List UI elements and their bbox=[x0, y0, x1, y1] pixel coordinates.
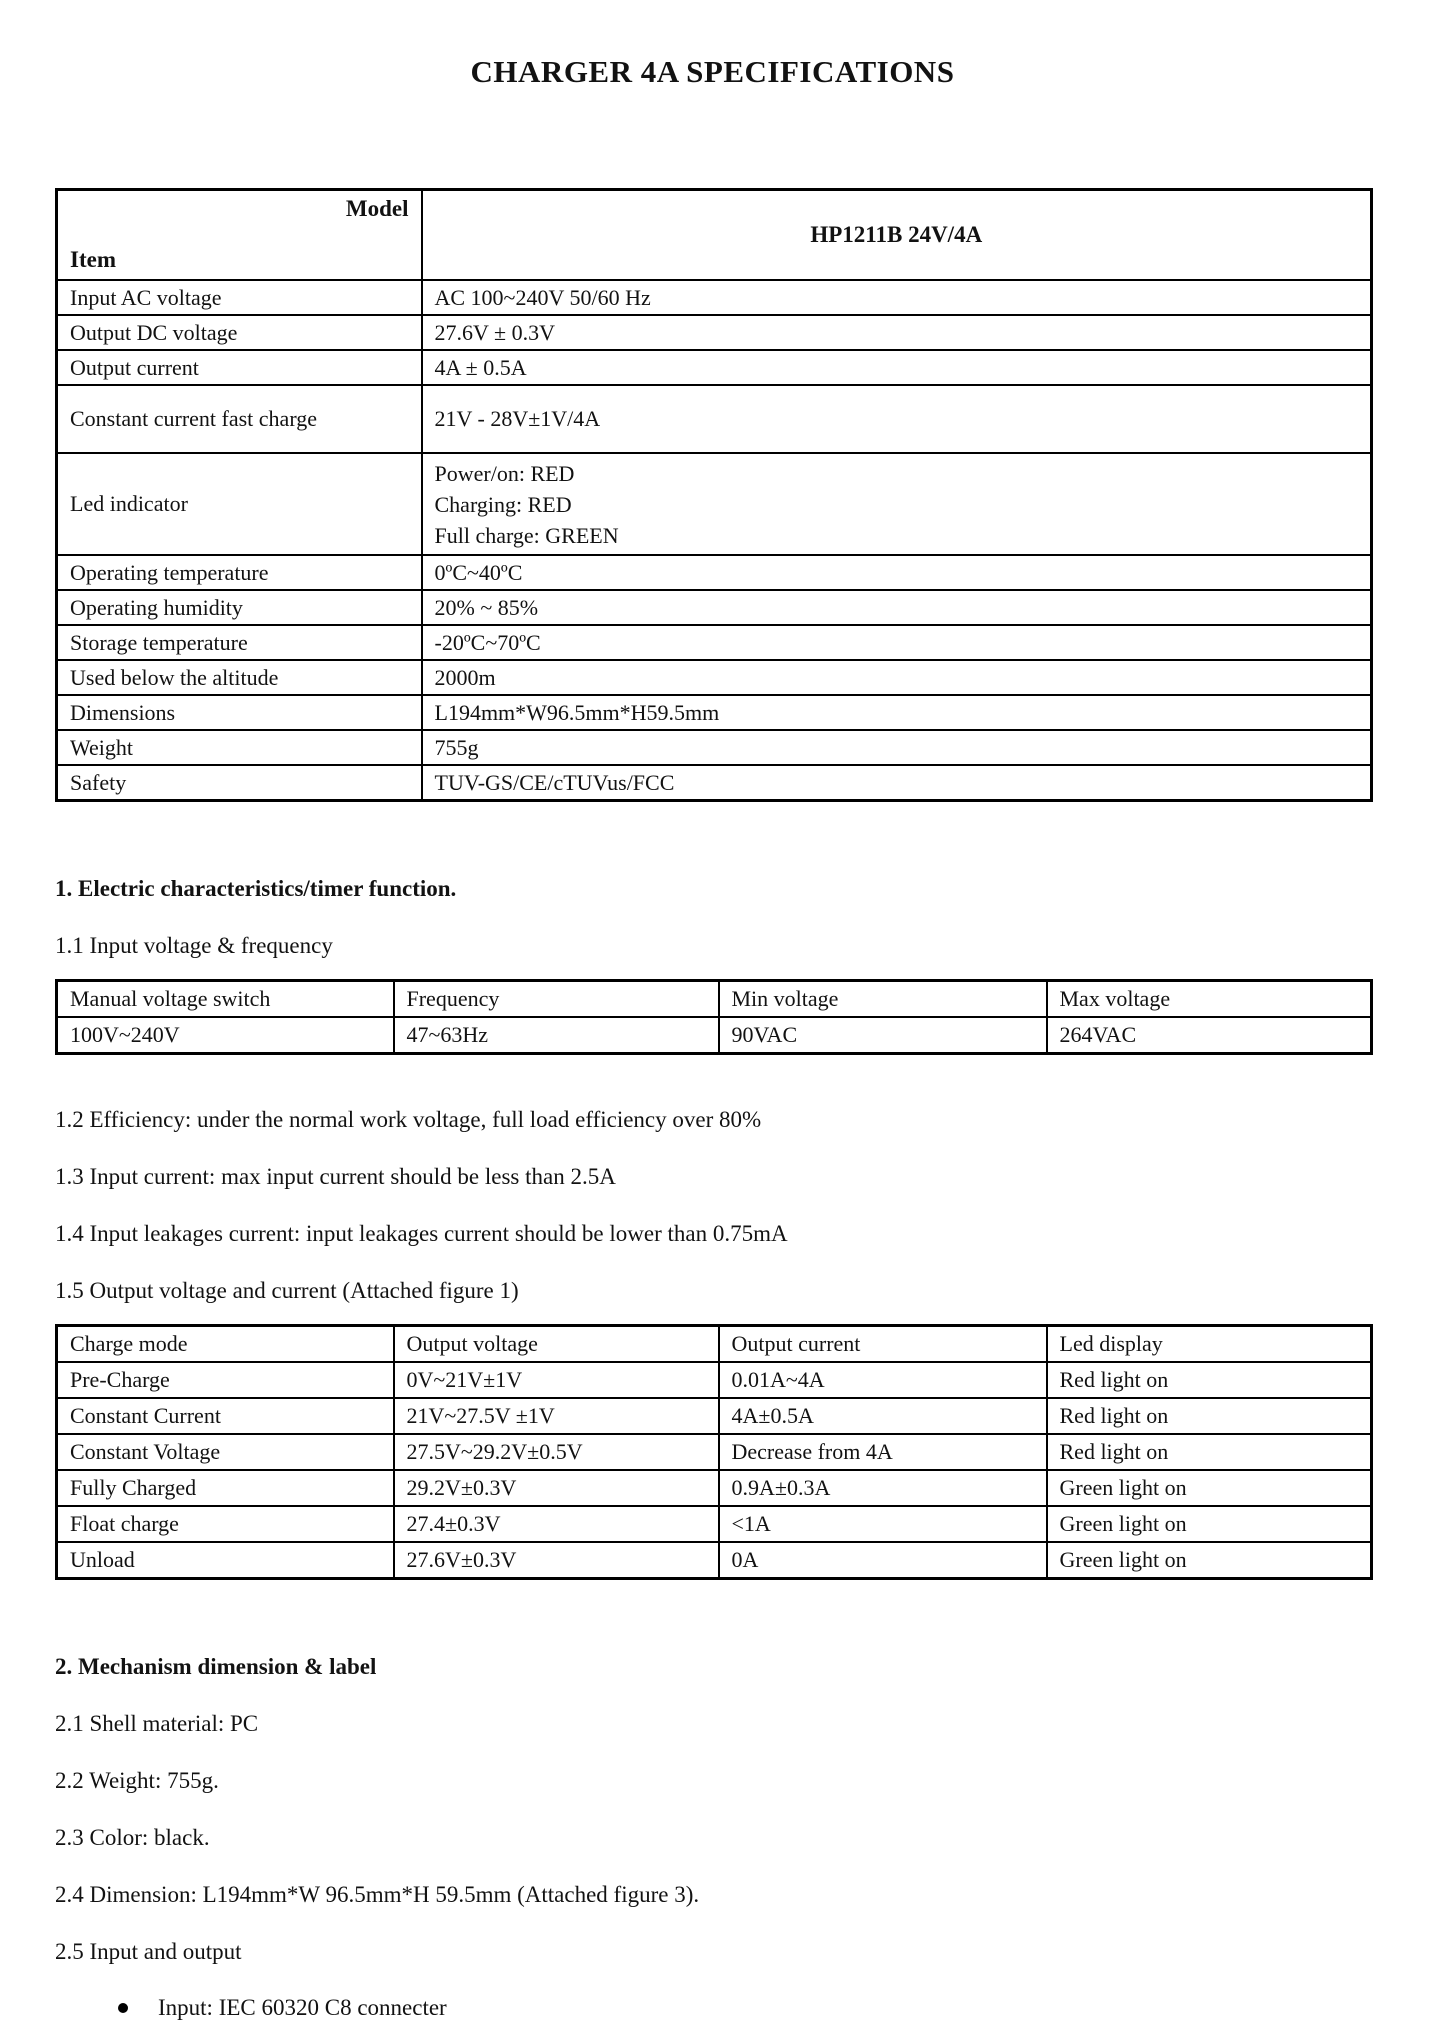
spec-item: Output DC voltage bbox=[57, 315, 422, 350]
table-row bbox=[57, 315, 1372, 350]
table-row bbox=[57, 555, 1372, 590]
page-title: CHARGER 4A SPECIFICATIONS bbox=[470, 54, 955, 89]
table-row bbox=[57, 1470, 1372, 1506]
spec-item: Constant current fast charge bbox=[57, 385, 422, 453]
spec-value: AC 100~240V 50/60 Hz bbox=[422, 280, 1372, 315]
spec-item: Storage temperature bbox=[57, 625, 422, 660]
model-item-cell bbox=[57, 190, 422, 281]
spec-table bbox=[55, 188, 1373, 802]
cell: Float charge bbox=[57, 1506, 394, 1542]
spec-item: Used below the altitude bbox=[57, 660, 422, 695]
cell: 47~63Hz bbox=[394, 1017, 719, 1054]
cell: Fully Charged bbox=[57, 1470, 394, 1506]
table-row bbox=[57, 385, 1372, 453]
col-header: Output voltage bbox=[394, 1326, 719, 1363]
cell: 0.01A~4A bbox=[719, 1362, 1047, 1398]
cell: Green light on bbox=[1047, 1506, 1372, 1542]
cell: 90VAC bbox=[719, 1017, 1047, 1054]
spec-value: 20% ~ 85% bbox=[422, 590, 1372, 625]
table-row bbox=[57, 695, 1372, 730]
section2-heading: 2. Mechanism dimension & label bbox=[55, 1654, 377, 1679]
bullet-text: Input: IEC 60320 C8 connecter bbox=[158, 1995, 447, 2020]
spec-value: -20ºC~70ºC bbox=[422, 625, 1372, 660]
cell: Unload bbox=[57, 1542, 394, 1579]
item-label: Item bbox=[70, 247, 116, 273]
item-2-3: 2.3 Color: black. bbox=[55, 1825, 210, 1850]
model-value: HP1211B 24V/4A bbox=[422, 190, 1372, 281]
cell: Constant Voltage bbox=[57, 1434, 394, 1470]
cell: Green light on bbox=[1047, 1470, 1372, 1506]
spec-value: 4A ± 0.5A bbox=[422, 350, 1372, 385]
spec-item: Safety bbox=[57, 765, 422, 801]
col-header: Output current bbox=[719, 1326, 1047, 1363]
cell: 0.9A±0.3A bbox=[719, 1470, 1047, 1506]
cell: Red light on bbox=[1047, 1434, 1372, 1470]
table-row bbox=[57, 1017, 1372, 1054]
table-row bbox=[57, 730, 1372, 765]
col-header: Led display bbox=[1047, 1326, 1372, 1363]
cell: Constant Current bbox=[57, 1398, 394, 1434]
table-row bbox=[57, 590, 1372, 625]
cell: Red light on bbox=[1047, 1398, 1372, 1434]
col-header: Min voltage bbox=[719, 981, 1047, 1018]
cell: Decrease from 4A bbox=[719, 1434, 1047, 1470]
model-label: Model bbox=[345, 196, 409, 221]
item-1-4: 1.4 Input leakages current: input leakages current should be lower than 0.75mA bbox=[55, 1221, 788, 1246]
item-2-2: 2.2 Weight: 755g. bbox=[55, 1768, 219, 1793]
spec-table-header-row bbox=[57, 190, 1372, 281]
table-header-row bbox=[57, 981, 1372, 1018]
spec-item: Weight bbox=[57, 730, 422, 765]
cell: 27.4±0.3V bbox=[394, 1506, 719, 1542]
charge-mode-table bbox=[55, 1324, 1373, 1580]
table-row bbox=[57, 625, 1372, 660]
spec-value: 0ºC~40ºC bbox=[422, 555, 1372, 590]
spec-item: Input AC voltage bbox=[57, 280, 422, 315]
section1-sub-1-1: 1.1 Input voltage & frequency bbox=[55, 933, 333, 958]
table-row bbox=[57, 453, 1372, 555]
cell: 27.6V±0.3V bbox=[394, 1542, 719, 1579]
cell: Red light on bbox=[1047, 1362, 1372, 1398]
spec-item: Led indicator bbox=[57, 453, 422, 555]
table-row bbox=[57, 280, 1372, 315]
col-header: Max voltage bbox=[1047, 981, 1372, 1018]
cell: 4A±0.5A bbox=[719, 1398, 1047, 1434]
item-2-1: 2.1 Shell material: PC bbox=[55, 1711, 259, 1736]
table-row bbox=[57, 660, 1372, 695]
table-row bbox=[57, 1362, 1372, 1398]
table-row bbox=[57, 350, 1372, 385]
cell: <1A bbox=[719, 1506, 1047, 1542]
table-header-row bbox=[57, 1326, 1372, 1363]
cell: 100V~240V bbox=[57, 1017, 394, 1054]
spec-value: 2000m bbox=[422, 660, 1372, 695]
item-2-5: 2.5 Input and output bbox=[55, 1939, 242, 1964]
item-1-5: 1.5 Output voltage and current (Attached figure 1) bbox=[55, 1278, 519, 1303]
spec-item: Operating temperature bbox=[57, 555, 422, 590]
table-row bbox=[57, 1398, 1372, 1434]
cell: 0A bbox=[719, 1542, 1047, 1579]
spec-value: 21V - 28V±1V/4A bbox=[422, 385, 1372, 453]
table-row bbox=[57, 765, 1372, 801]
col-header: Manual voltage switch bbox=[57, 981, 394, 1018]
col-header: Frequency bbox=[394, 981, 719, 1018]
item-1-3: 1.3 Input current: max input current should be less than 2.5A bbox=[55, 1164, 616, 1189]
led-line-full: Full charge: GREEN bbox=[434, 522, 619, 548]
spec-value: 27.6V ± 0.3V bbox=[422, 315, 1372, 350]
cell: 21V~27.5V ±1V bbox=[394, 1398, 719, 1434]
spec-value: TUV-GS/CE/cTUVus/FCC bbox=[422, 765, 1372, 801]
cell: Pre-Charge bbox=[57, 1362, 394, 1398]
cell: 0V~21V±1V bbox=[394, 1362, 719, 1398]
led-line-charging: Charging: RED bbox=[434, 491, 572, 517]
spec-item: Output current bbox=[57, 350, 422, 385]
voltage-frequency-table bbox=[55, 979, 1373, 1055]
table-row bbox=[57, 1506, 1372, 1542]
spec-value: 755g bbox=[422, 730, 1372, 765]
spec-value-led bbox=[422, 453, 1372, 555]
item-2-4: 2.4 Dimension: L194mm*W 96.5mm*H 59.5mm (Attached figure 3). bbox=[55, 1882, 700, 1907]
section1-heading: 1. Electric characteristics/timer function. bbox=[55, 876, 457, 901]
spec-value: L194mm*W96.5mm*H59.5mm bbox=[422, 695, 1372, 730]
led-line-power: Power/on: RED bbox=[434, 460, 575, 486]
table-row bbox=[57, 1434, 1372, 1470]
cell: 27.5V~29.2V±0.5V bbox=[394, 1434, 719, 1470]
cell: Green light on bbox=[1047, 1542, 1372, 1579]
cell: 29.2V±0.3V bbox=[394, 1470, 719, 1506]
item-1-2: 1.2 Efficiency: under the normal work voltage, full load efficiency over 80% bbox=[55, 1107, 762, 1132]
spec-item: Dimensions bbox=[57, 695, 422, 730]
col-header: Charge mode bbox=[57, 1326, 394, 1363]
table-row bbox=[57, 1542, 1372, 1579]
bullet-icon bbox=[118, 2003, 128, 2013]
bullet-item-input bbox=[55, 1995, 1370, 2021]
spec-item: Operating humidity bbox=[57, 590, 422, 625]
cell: 264VAC bbox=[1047, 1017, 1372, 1054]
